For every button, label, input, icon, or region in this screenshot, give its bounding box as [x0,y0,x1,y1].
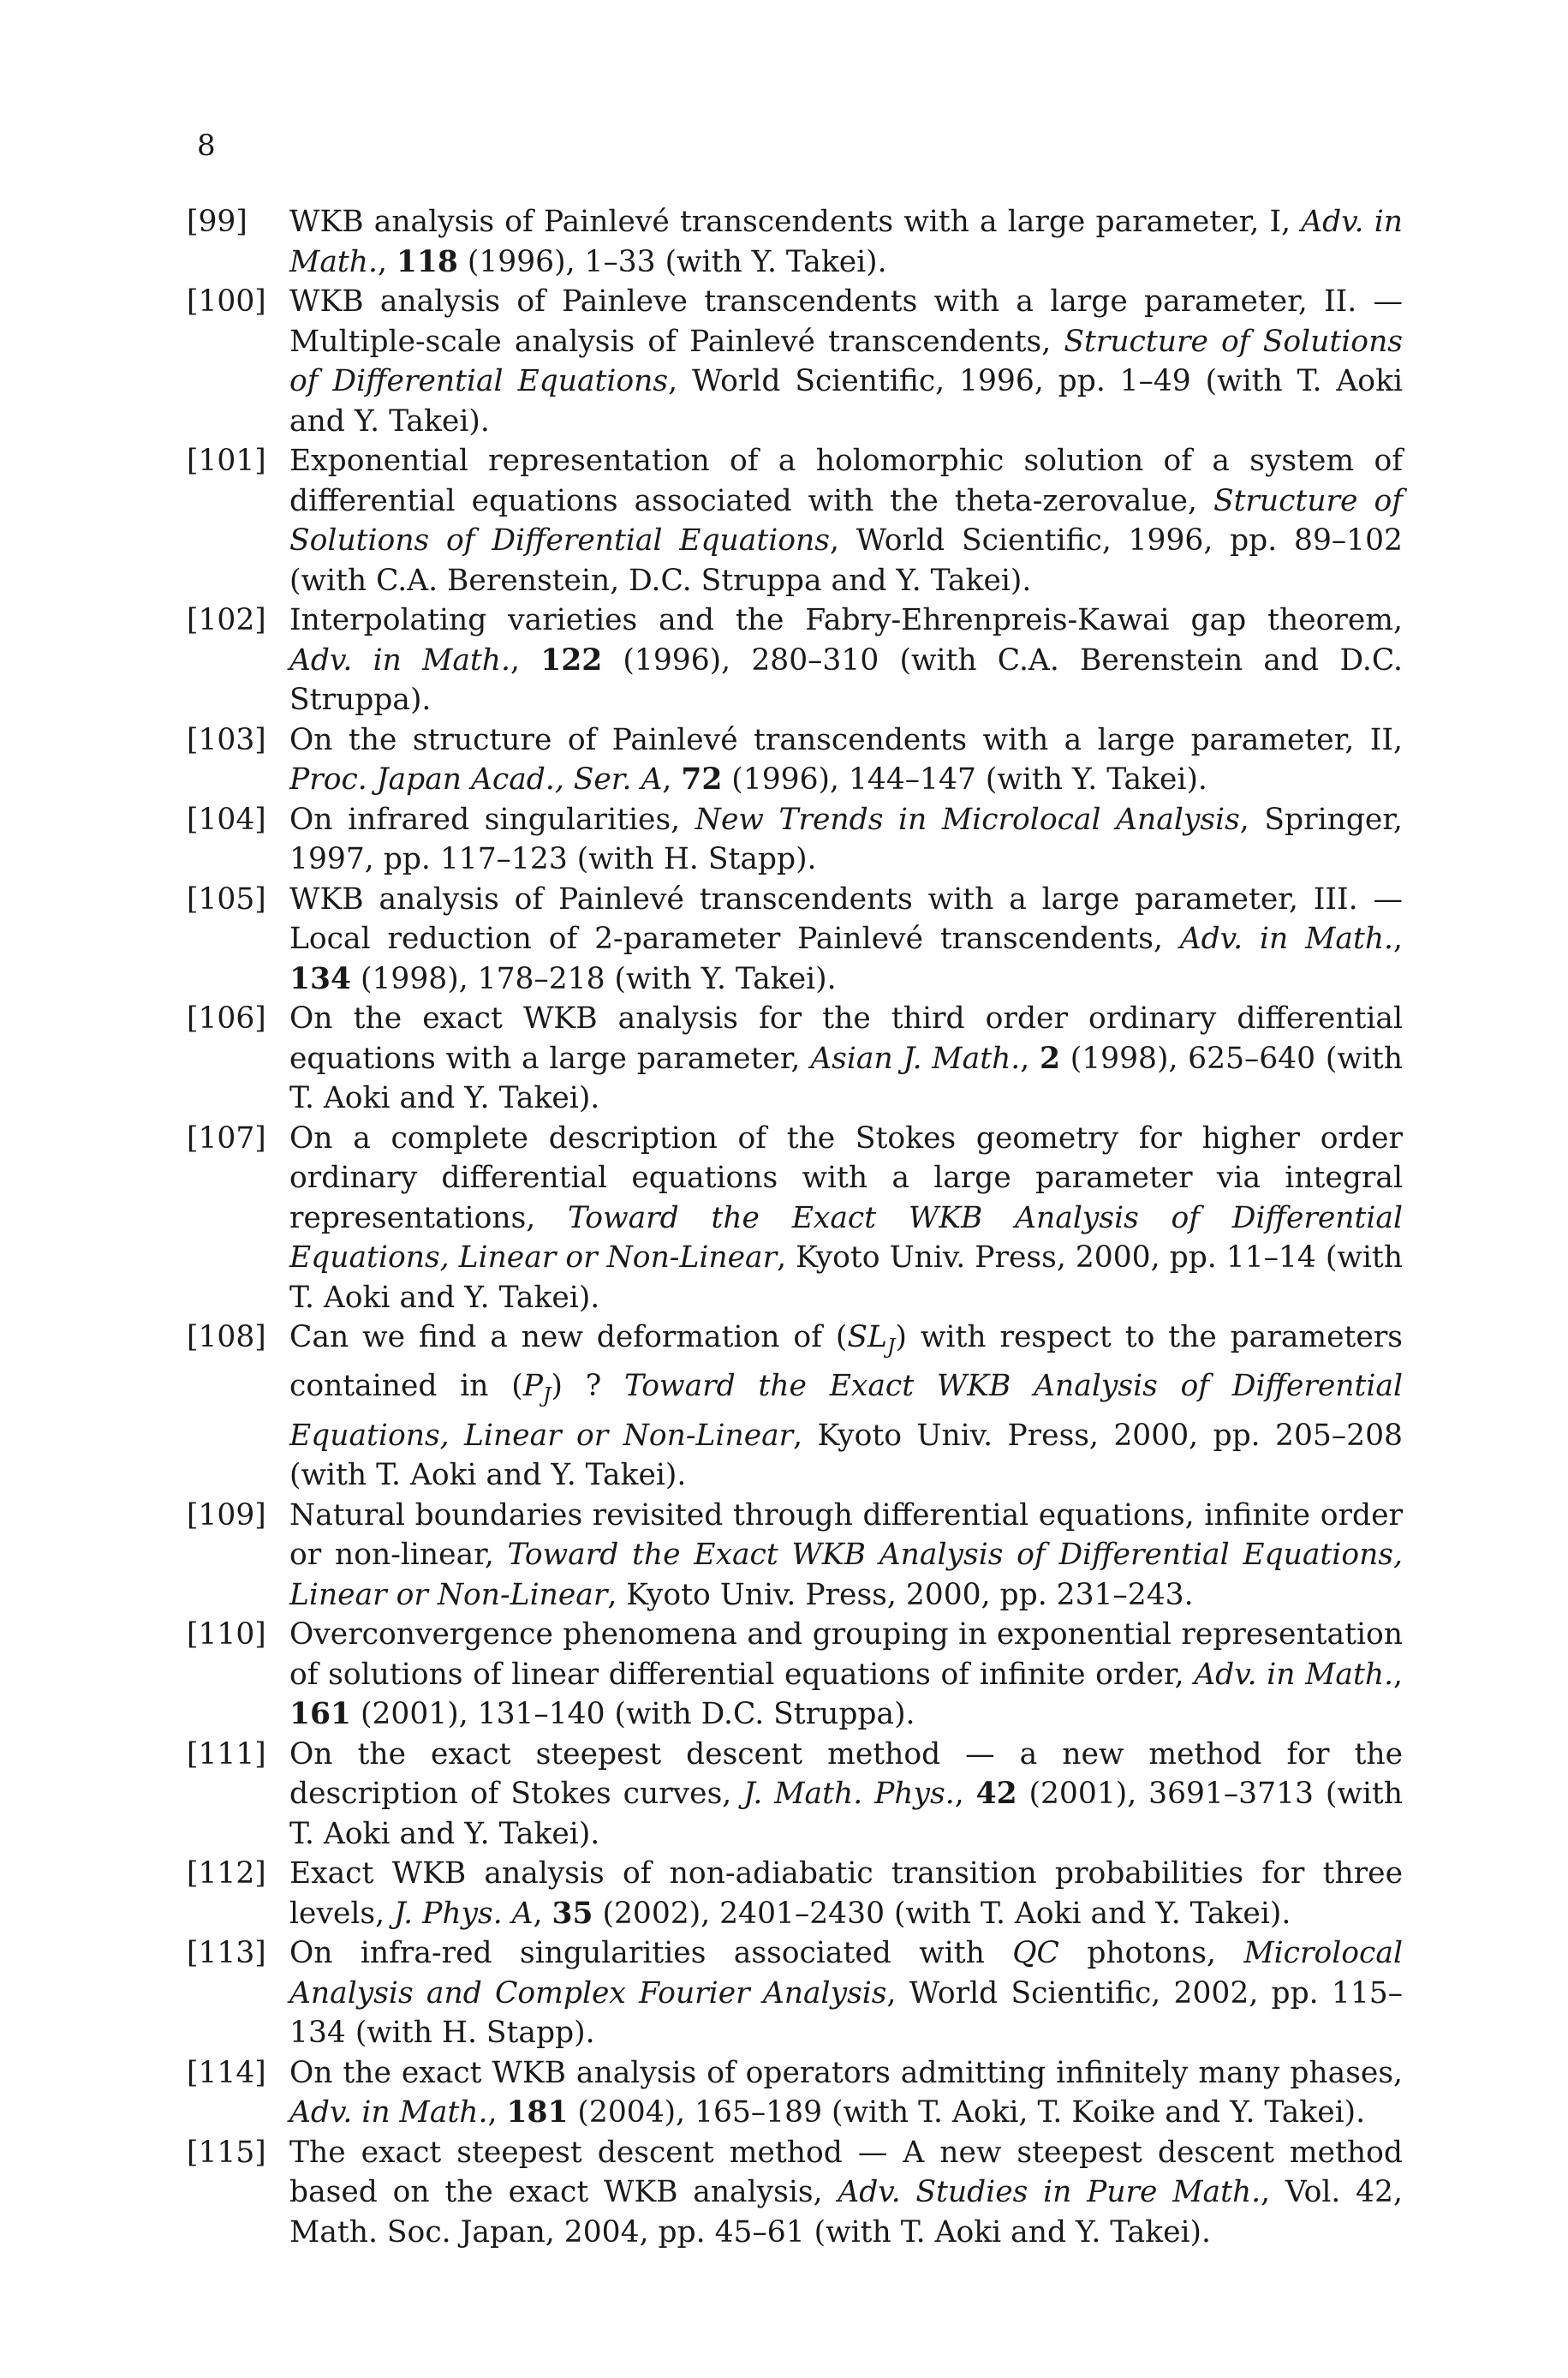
reference-italic-text: Structure of Solutions of Differential Equations [289,483,1404,558]
reference-italic-text: Adv. in Math. [1194,1657,1394,1692]
reference-number: [111] [187,1736,266,1772]
reference-text [289,202,1403,282]
reference-entry [187,999,1403,1119]
reference-volume: 122 [540,642,603,678]
reference-volume: 72 [681,762,723,797]
reference-subscript: J [542,1383,551,1408]
reference-number: [105] [187,881,266,917]
reference-text-segment: WKB analysis of Painlevé transcendents with a large parameter, III. — Local reduction of 2-parameter Painlevé transcendents, [289,881,1403,956]
reference-number: [114] [187,2055,266,2090]
reference-text [289,1496,1403,1616]
reference-text-segment: (1998), 178–218 (with Y. Takei). [351,961,837,996]
reference-text-segment: On infra-red singularities associated with [289,1936,1013,1971]
reference-entry [187,800,1403,880]
reference-text-segment: WKB analysis of Painleve transcendents with a large parameter, II. — Multiple-scale analysis of Painlevé transcendents, [289,284,1403,359]
reference-italic-text: Adv. in Math. [1179,922,1394,956]
reference-text [289,880,1403,1000]
reference-text-segment: Natural boundaries revisited through differential equations, infinite order or non-linear, [289,1497,1403,1573]
reference-text [289,999,1403,1119]
reference-italic-text: J. Math. Phys. [743,1777,955,1812]
reference-italic-text: Proc. Japan Acad., Ser. A [289,762,663,797]
reference-text-segment: On infrared singularities, [289,802,695,837]
reference-number: [113] [187,1936,266,1971]
reference-italic-text: Toward the Exact WKB Analysis of Differential Equations, Linear or Non-Linear [289,1200,1403,1275]
reference-text-segment: WKB analysis of Painlevé transcendents with a large parameter, I, [289,205,1302,239]
reference-entry [187,441,1403,600]
reference-entry [187,2053,1403,2133]
page-number: 8 [197,128,216,163]
reference-subscript: J [886,1334,896,1359]
reference-number: [103] [187,722,266,757]
reference-volume: 134 [289,961,352,996]
reference-italic-text: Adv. Studies in Pure Math. [838,2175,1261,2210]
reference-text-segment: Can we find a new deformation of ( [289,1320,848,1354]
reference-entry [187,282,1403,441]
reference-text-segment: Exact WKB analysis of non-adiabatic transition probabilities for three levels, [289,1856,1403,1931]
reference-volume: 181 [506,2095,569,2130]
reference-entry [187,600,1403,720]
reference-number: [110] [187,1617,266,1652]
reference-text-segment: (1996), 280–310 (with C.A. Berenstein and D.C. Struppa). [289,642,1403,717]
reference-number: [102] [187,603,266,637]
reference-text [289,282,1403,441]
reference-text [289,1317,1403,1496]
reference-entry [187,1615,1403,1735]
reference-text-segment: , Kyoto Univ. Press, 2000, pp. 205–208 (with T. Aoki and Y. Takei). [289,1418,1403,1493]
reference-text-segment: , [662,762,682,797]
reference-text-segment: (1996), 144–147 (with Y. Takei). [722,762,1207,797]
reference-text-segment: On the exact steepest descent method — a new method for the description of Stokes curves, [289,1736,1403,1812]
reference-entry [187,202,1403,282]
reference-text [289,2053,1403,2133]
reference-text-segment: On a complete description of the Stokes geometry for higher order ordinary differential equations with a large parameter via integral representations, [289,1120,1403,1235]
reference-text-segment: , Springer, 1997, pp. 117–123 (with H. Stapp). [289,802,1403,876]
reference-list [187,202,1403,2252]
reference-entry [187,880,1403,1000]
reference-italic-text: Toward the Exact WKB Analysis of Differential Equations, Linear or Non-Linear [289,1538,1403,1612]
reference-italic-text: Adv. in Math. [289,642,510,678]
reference-entry [187,1735,1403,1855]
reference-volume: 35 [551,1896,593,1931]
reference-text-segment: , [510,642,541,678]
reference-number: [107] [187,1120,266,1156]
reference-italic-text: QC [1012,1936,1059,1971]
reference-italic-text: New Trends in Microlocal Analysis [695,802,1240,837]
reference-text-segment: (2001), 3691–3713 (with T. Aoki and Y. Takei). [289,1777,1404,1851]
reference-text-segment: , [1393,922,1403,956]
reference-italic-text: P [522,1369,543,1404]
reference-entry [187,1854,1403,1933]
reference-text [289,1615,1403,1735]
reference-italic-text: SL [847,1320,887,1354]
reference-text-segment: On the exact WKB analysis for the third order ordinary differential equations with a large parameter, [289,1001,1403,1076]
reference-text [289,600,1403,720]
reference-text-segment: (1996), 1–33 (with Y. Takei). [457,244,887,279]
reference-text-segment: Interpolating varieties and the Fabry-Ehrenpreis-Kawai gap theorem, [289,603,1403,637]
reference-text-segment: (1998), 625–640 (with T. Aoki and Y. Takei). [289,1041,1403,1115]
reference-text-segment: (2002), 2401–2430 (with T. Aoki and Y. Takei). [593,1896,1291,1931]
reference-italic-text: Toward the Exact WKB Analysis of Differential Equations, Linear or Non-Linear [289,1369,1403,1453]
reference-text [289,800,1403,880]
reference-entry [187,2133,1403,2253]
reference-text-segment: , Kyoto Univ. Press, 2000, pp. 11–14 (with T. Aoki and Y. Takei). [289,1240,1403,1315]
reference-text-segment: (2004), 165–189 (with T. Aoki, T. Koike and Y. Takei). [568,2095,1366,2130]
reference-number: [99] [187,205,247,239]
reference-text [289,720,1403,800]
reference-text-segment: On the exact WKB analysis of operators admitting infinitely many phases, [289,2055,1403,2090]
reference-number: [100] [187,284,266,319]
reference-volume: 2 [1039,1041,1060,1076]
reference-text [289,1854,1403,1933]
reference-text-segment: , World Scientific, 1996, pp. 1–49 (with T. Aoki and Y. Takei). [289,364,1404,439]
reference-text-segment: Exponential representation of a holomorphic solution of a system of differential equations associated with the theta-zerovalue, [289,444,1403,518]
reference-text-segment: , [1393,1657,1403,1692]
reference-italic-text: Structure of Solutions of Differential Equations [289,324,1403,398]
reference-entry [187,720,1403,800]
reference-number: [115] [187,2135,266,2170]
reference-text-segment: , [1020,1041,1040,1076]
reference-entry [187,1496,1403,1616]
reference-text-segment: , World Scientific, 2002, pp. 115–134 (with H. Stapp). [289,1975,1403,2051]
reference-number: [109] [187,1497,266,1533]
reference-text-segment: , [487,2095,507,2130]
reference-number: [104] [187,802,266,837]
reference-italic-text: Asian J. Math. [810,1041,1021,1076]
reference-text [289,2133,1403,2253]
reference-text-segment: , [377,244,396,279]
reference-volume: 161 [289,1697,352,1732]
reference-italic-text: J. Phys. A [394,1896,534,1931]
reference-text [289,1735,1403,1855]
reference-text [289,1933,1403,2053]
reference-text [289,441,1403,600]
reference-text-segment: (2001), 131–140 (with D.C. Struppa). [351,1697,915,1732]
reference-text-segment: On the structure of Painlevé transcendents with a large parameter, II, [289,722,1403,757]
reference-number: [101] [187,444,266,478]
reference-entry [187,1317,1403,1496]
reference-text-segment: , Vol. 42, Math. Soc. Japan, 2004, pp. 45–61 (with T. Aoki and Y. Takei). [289,2175,1403,2250]
reference-text-segment: photons, [1058,1936,1244,1971]
reference-entry [187,1119,1403,1318]
reference-text-segment: , [533,1896,552,1931]
reference-number: [108] [187,1320,266,1354]
reference-entry [187,1933,1403,2053]
reference-text-segment: The exact steepest descent method — A new steepest descent method based on the exact WKB analysis, [289,2135,1403,2210]
reference-text-segment: ) with respect to the parameters contained in ( [289,1320,1404,1404]
reference-volume: 118 [396,244,458,279]
reference-italic-text: Adv. in Math. [289,205,1403,279]
reference-number: [106] [187,1001,266,1036]
reference-text-segment: , World Scientific, 1996, pp. 89–102 (with C.A. Berenstein, D.C. Struppa and Y. Takei). [289,523,1404,598]
reference-volume: 42 [975,1777,1017,1812]
reference-text-segment: ) ? [551,1369,624,1404]
reference-number: [112] [187,1856,266,1891]
reference-italic-text: Microlocal Analysis and Complex Fourier Analysis [289,1936,1403,2011]
reference-text-segment: , Kyoto Univ. Press, 2000, pp. 231–243. [607,1577,1194,1612]
reference-italic-text: Adv. in Math. [289,2095,488,2130]
reference-text [289,1119,1403,1318]
reference-text-segment: , [954,1777,976,1812]
reference-text-segment: Overconvergence phenomena and grouping in exponential representation of solutions of linear differential equations of infinite order, [289,1617,1403,1692]
